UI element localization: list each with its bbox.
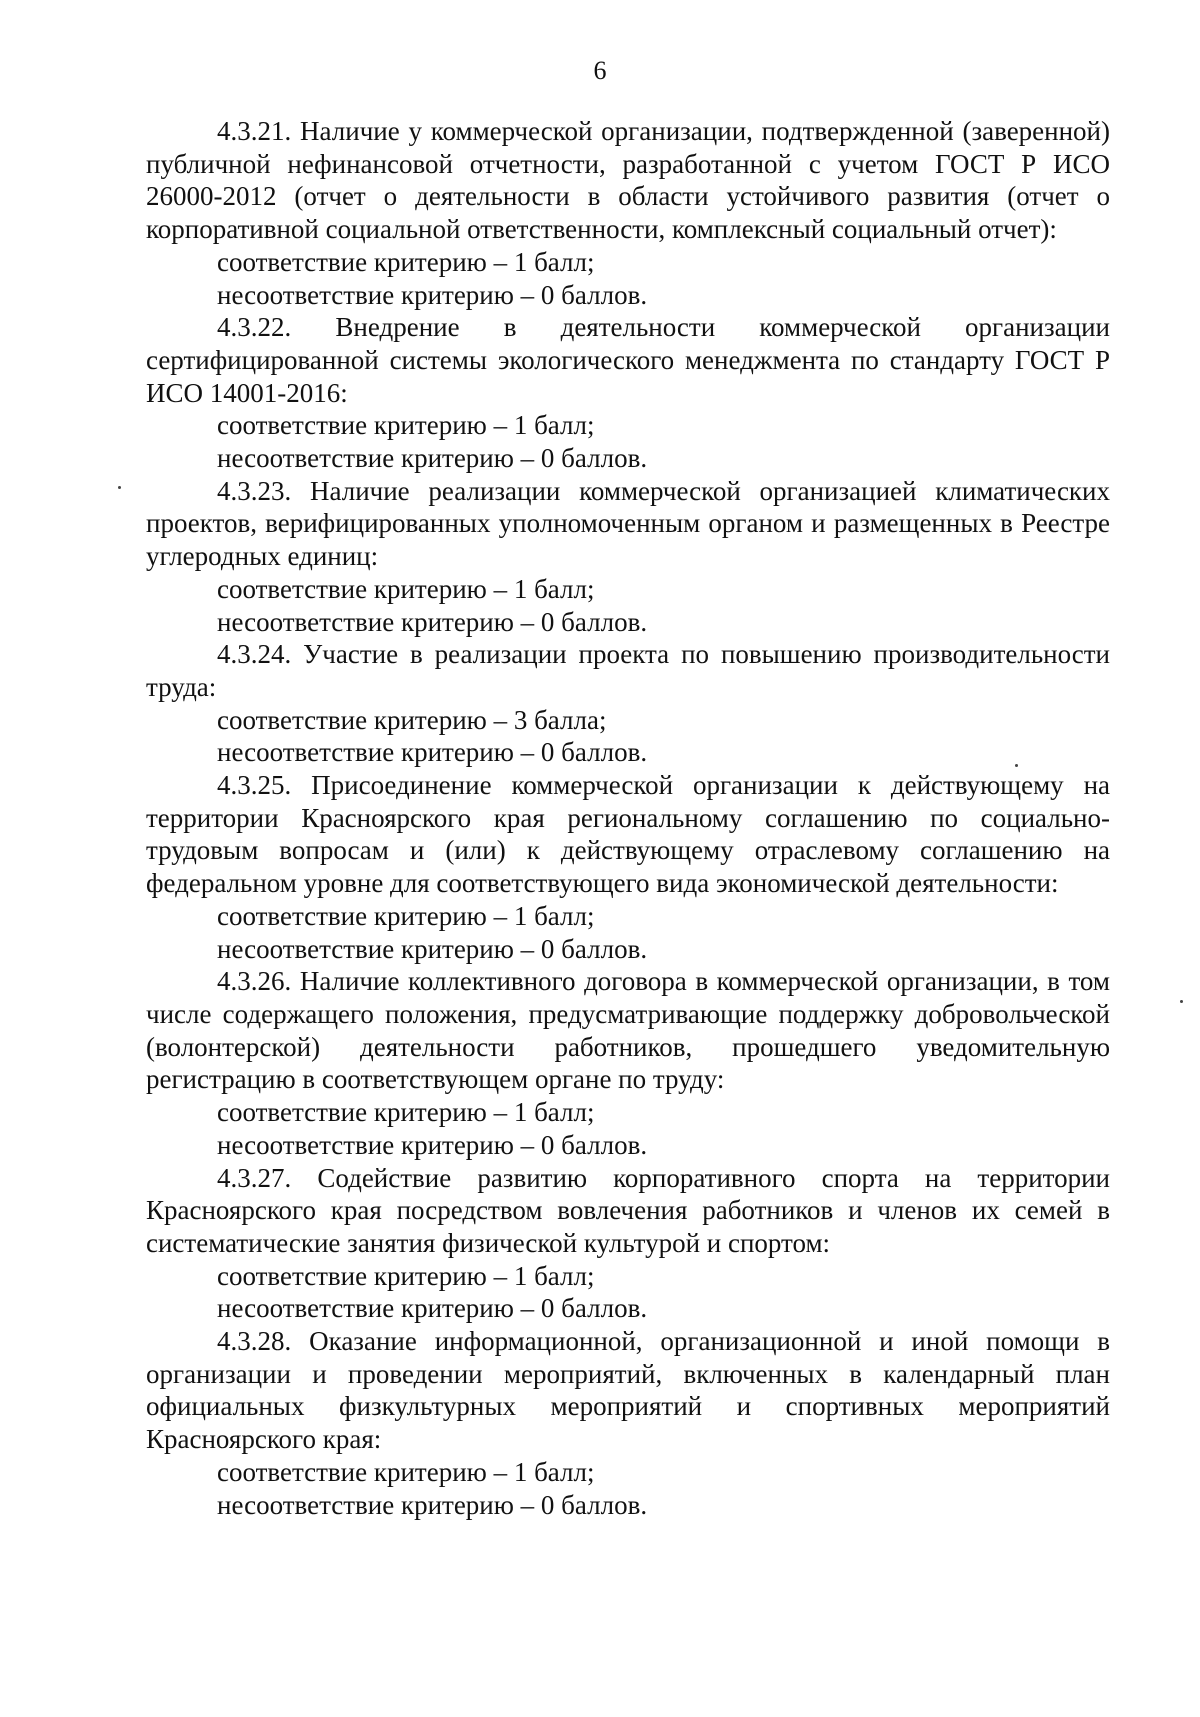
clause-paragraph — [146, 769, 1110, 900]
score-mismatch: несоответствие критерию – 0 баллов. — [217, 279, 648, 310]
clause — [146, 769, 1110, 965]
scan-speck — [1180, 1000, 1183, 1003]
clause — [146, 1325, 1110, 1521]
clause — [146, 311, 1110, 475]
score-match: соответствие критерию – 1 балл; — [217, 1260, 595, 1291]
score-match: соответствие критерию – 1 балл; — [217, 573, 595, 604]
score-mismatch: несоответствие критерию – 0 баллов. — [217, 737, 648, 768]
clause-number: 4.3.22. — [217, 312, 292, 343]
score-match: соответствие критерию – 1 балл; — [217, 1456, 595, 1487]
clause-number: 4.3.26. — [217, 966, 292, 997]
clause-paragraph — [146, 638, 1110, 703]
clause — [146, 1162, 1110, 1326]
scan-speck — [118, 486, 121, 489]
clause-number: 4.3.21. — [217, 116, 292, 146]
page-number: 6 — [593, 56, 607, 85]
document-body — [146, 115, 1110, 1521]
score-match: соответствие критерию – 3 балла; — [217, 704, 607, 735]
clause-number: 4.3.24. — [217, 639, 292, 670]
score-match: соответствие критерию – 1 балл; — [217, 1097, 595, 1128]
score-mismatch: несоответствие критерию – 0 баллов. — [217, 1293, 648, 1324]
clause — [146, 475, 1110, 639]
score-mismatch: несоответствие критерию – 0 баллов. — [217, 933, 648, 964]
clause-text: Содействие развитию корпоративного спорта на территории Красноярского края посредством вовлечения работников и членов их семей в систематические занятия физической культурой и спортом: — [146, 1162, 1111, 1258]
clause-text: Оказание информационной, организационной и иной помощи в организации и проведении мероприятий, включенных в календарный план официальных физкультурных мероприятий и спортивных мероприятий Красноярского края: — [146, 1326, 1110, 1455]
clause-text: Участие в реализации проекта по повышению производительности труда: — [146, 639, 1111, 702]
clause — [146, 965, 1110, 1161]
clause-text: Присоединение коммерческой организации к действующему на территории Красноярского края региональному соглашению по социально-трудовым вопросам и (или) к действующему отраслевому соглашению на федеральном уровне для соответствующего вида экономической деятельности: — [146, 770, 1110, 899]
clause-paragraph — [146, 1162, 1110, 1260]
clause-number: 4.3.27. — [217, 1162, 292, 1193]
clause-paragraph — [146, 965, 1110, 1096]
clause-text: Наличие реализации коммерческой организацией климатических проектов, верифицированных уполномоченным органом и размещенных в Реестре углеродных единиц: — [146, 475, 1110, 572]
clause-paragraph — [146, 475, 1110, 573]
score-mismatch: несоответствие критерию – 0 баллов. — [217, 443, 648, 474]
clause — [146, 115, 1110, 311]
scan-speck — [1015, 764, 1018, 767]
clause — [146, 638, 1110, 769]
clause-number: 4.3.25. — [217, 770, 292, 801]
score-mismatch: несоответствие критерию – 0 баллов. — [217, 606, 648, 637]
clause-paragraph — [146, 115, 1110, 246]
clause-text: Внедрение в деятельности коммерческой организации сертифицированной системы экологического менеджмента по стандарту ГОСТ Р ИСО 14001-2016: — [146, 312, 1111, 408]
clause-paragraph — [146, 1325, 1110, 1456]
score-match: соответствие критерию – 1 балл; — [217, 410, 595, 441]
clause-text: Наличие у коммерческой организации, подтвержденной (заверенной) публичной нефинансовой отчетности, разработанной с учетом ГОСТ Р ИСО 26000-2012 (отчет о деятельности в области устойчивого развития (отчет о корпоративной социальной ответственности, комплексный социальный отчет): — [146, 116, 1110, 245]
score-match: соответствие критерию – 1 балл; — [217, 900, 595, 931]
clause-number: 4.3.28. — [217, 1326, 292, 1357]
clause-number: 4.3.23. — [217, 475, 292, 506]
score-mismatch: несоответствие критерию – 0 баллов. — [217, 1129, 648, 1160]
score-mismatch: несоответствие критерию – 0 баллов. — [217, 1489, 648, 1520]
clause-text: Наличие коллективного договора в коммерческой организации, в том числе содержащего положения, предусматривающие поддержку добровольческой (волонтерской) деятельности работников, прошедшего уведомительную регистрацию в соответствующем органе по труду: — [146, 966, 1110, 1095]
clause-paragraph — [146, 311, 1110, 409]
score-match: соответствие критерию – 1 балл; — [217, 246, 595, 277]
